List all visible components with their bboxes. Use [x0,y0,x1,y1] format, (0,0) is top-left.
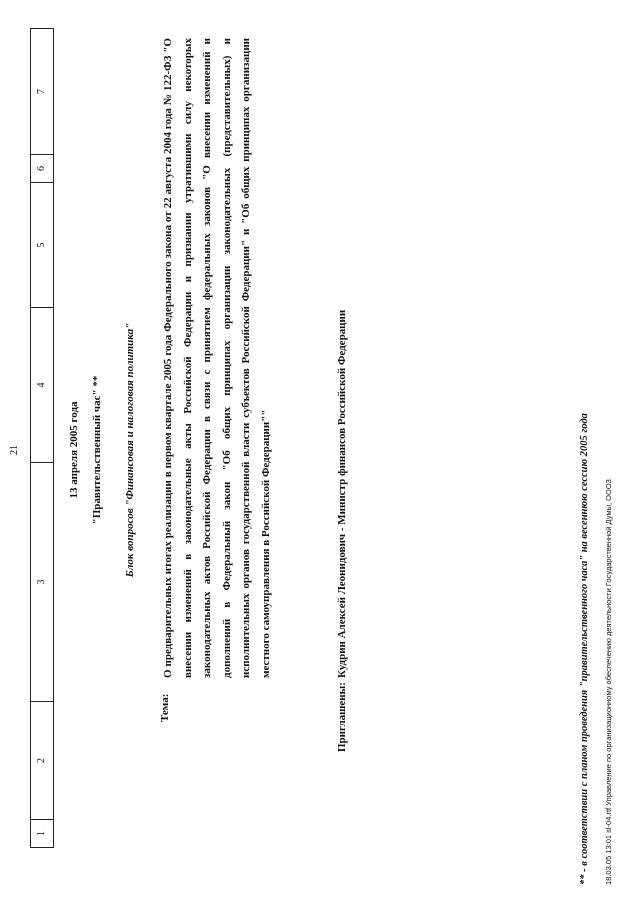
invited-label: Приглашены: [336,682,348,752]
column-header-cell: 4 [31,307,53,462]
footnote: ** - в соответствии с планом проведения "правительственного часа" на весеннюю сессию 2005 года [579,413,590,885]
page-number: 21 [9,445,20,455]
topic-text: О предварительных итогах реализации в первом квартале 2005 года Федерального закона от 22 августа 2004 года № 122-ФЗ "О внесении изменений в законодательные акты Российской Федерации и признании утратившими силу некоторых законодательных актов Российской Федерации в связи с принятием федеральных законов "О внесении изменений и дополнений в Федеральный закон "Об общих принципах организации законодательных (представительных) и исполнительных органов государственной власти субъектов Российской Федерации" и "Об общих принципах организации местного самоуправления в Российской Федерации"" [162,38,272,678]
column-header-cell: 1 [31,819,53,847]
column-header-cell: 2 [31,701,53,819]
topic-label: Тема: [159,693,171,722]
document-footer: 18.03.05 13:01 sl-04.rtf Управление по организационному обеспечению деятельности Государственной Думы, ООО3 [604,479,613,885]
block-title: Блок вопросов "Финансовая и налоговая политика" [124,322,136,578]
government-hour-heading: "Правительственный час" ** [91,375,103,525]
invited-text: Кудрин Алексей Леонидович - Министр финансов Российской Федерации [336,309,348,678]
column-header-cell: 7 [36,89,47,94]
column-header-table [30,28,54,848]
column-header-cell: 3 [31,462,53,701]
meeting-date: 13 апреля 2005 года [68,401,80,499]
column-header-cell: 5 [31,182,53,307]
column-header-cell: 6 [31,154,53,182]
